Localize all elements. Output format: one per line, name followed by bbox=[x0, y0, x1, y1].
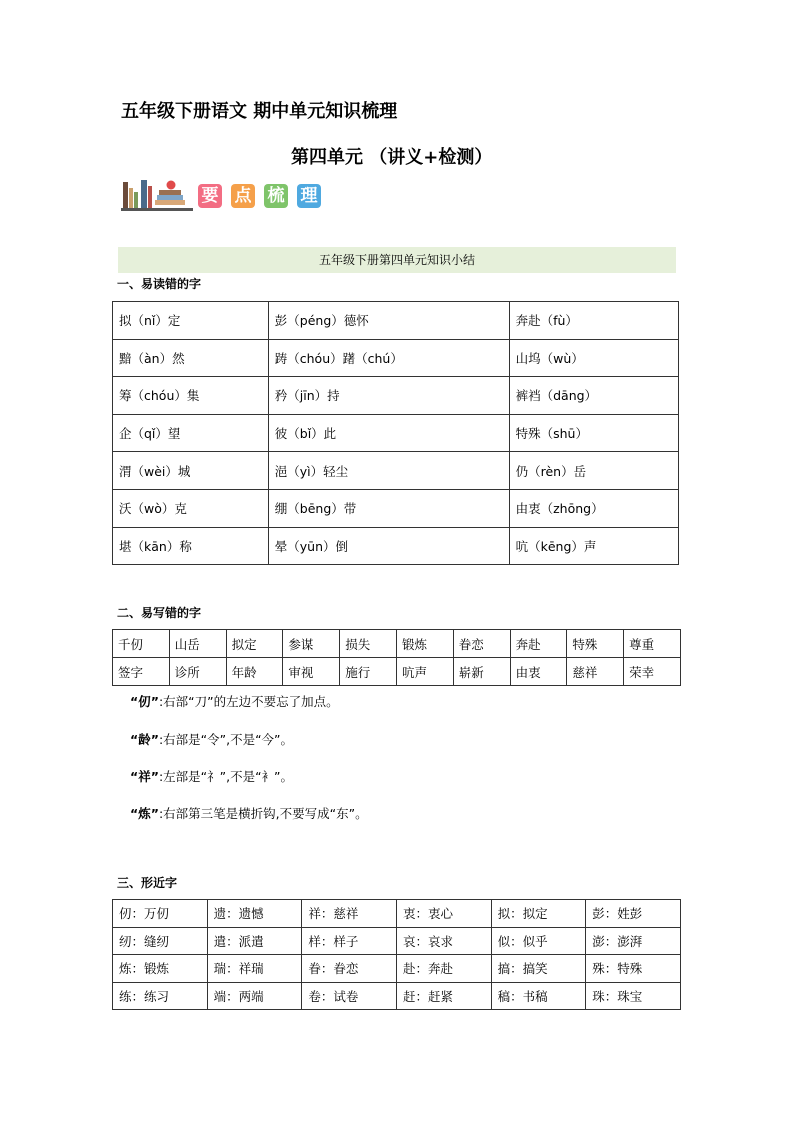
table-cell: 企（qǐ）望 bbox=[113, 414, 269, 452]
table-row bbox=[113, 377, 679, 415]
table-cell: 审视 bbox=[283, 658, 340, 686]
table-cell: 赴：奔赴 bbox=[396, 955, 491, 983]
table-row bbox=[113, 414, 679, 452]
table-cell: 澎：澎湃 bbox=[586, 927, 681, 955]
table-cell: 沃（wò）克 bbox=[113, 489, 269, 527]
table-cell: 眷恋 bbox=[453, 630, 510, 658]
table-cell: 锻炼 bbox=[396, 630, 453, 658]
table-cell: 遗：遗憾 bbox=[207, 900, 302, 928]
table-cell: 晕（yūn）倒 bbox=[268, 527, 509, 565]
table-cell: 炼：锻炼 bbox=[113, 955, 208, 983]
table-cell: 签字 bbox=[113, 658, 170, 686]
books-icon bbox=[121, 178, 193, 212]
table-cell: 彭（péng）德怀 bbox=[268, 302, 509, 340]
table-cell: 赶：赶紧 bbox=[396, 982, 491, 1010]
table-cell: 黯（àn）然 bbox=[113, 339, 269, 377]
table-cell: 荣幸 bbox=[624, 658, 681, 686]
table-cell: 诊所 bbox=[169, 658, 226, 686]
table-cell: 拟（nǐ）定 bbox=[113, 302, 269, 340]
table-cell: 慈祥 bbox=[567, 658, 624, 686]
banner-char-3: 梳 bbox=[264, 184, 288, 208]
table-cell: 殊：特殊 bbox=[586, 955, 681, 983]
table-cell: 筹（chóu）集 bbox=[113, 377, 269, 415]
table-cell: 仍（rèn）岳 bbox=[509, 452, 678, 490]
table-row bbox=[113, 452, 679, 490]
table-cell: 年龄 bbox=[226, 658, 283, 686]
table-cell: 施行 bbox=[340, 658, 397, 686]
table-cell: 衷：衷心 bbox=[396, 900, 491, 928]
table-cell: 仞：万仞 bbox=[113, 900, 208, 928]
note-1: “仞”:右部“刀”的左边不要忘了加点。 bbox=[130, 694, 339, 709]
banner-char-2: 点 bbox=[231, 184, 255, 208]
table-cell: 崭新 bbox=[453, 658, 510, 686]
note-2: “龄”:右部是“令”,不是“今”。 bbox=[130, 732, 294, 747]
banner-char-4: 理 bbox=[297, 184, 321, 208]
table-cell: 似：似乎 bbox=[491, 927, 586, 955]
table-cell: 奔赴（fù） bbox=[509, 302, 678, 340]
table-cell: 瑞：祥瑞 bbox=[207, 955, 302, 983]
table-row bbox=[113, 339, 679, 377]
similar-table bbox=[112, 899, 681, 1010]
table-cell: 矜（jīn）持 bbox=[268, 377, 509, 415]
table-cell: 裤裆（dāng） bbox=[509, 377, 678, 415]
write-table bbox=[112, 629, 681, 686]
summary-title: 五年级下册第四单元知识小结 bbox=[118, 247, 676, 273]
table-cell: 卷：试卷 bbox=[302, 982, 397, 1010]
document-title: 五年级下册语文 期中单元知识梳理 bbox=[121, 101, 398, 122]
table-cell: 参谋 bbox=[283, 630, 340, 658]
table-row bbox=[113, 982, 681, 1010]
table-cell: 端：两端 bbox=[207, 982, 302, 1010]
table-cell: 纫：缝纫 bbox=[113, 927, 208, 955]
table-cell: 绷（bēng）带 bbox=[268, 489, 509, 527]
table-row bbox=[113, 527, 679, 565]
table-row bbox=[113, 658, 681, 686]
table-cell: 吭（kēng）声 bbox=[509, 527, 678, 565]
note-3: “祥”:左部是“礻”,不是“衤”。 bbox=[130, 769, 294, 784]
table-cell: 哀：哀求 bbox=[396, 927, 491, 955]
table-cell: 彭：姓彭 bbox=[586, 900, 681, 928]
table-cell: 特殊（shū） bbox=[509, 414, 678, 452]
table-cell: 样：样子 bbox=[302, 927, 397, 955]
table-cell: 彼（bǐ）此 bbox=[268, 414, 509, 452]
table-cell: 堪（kān）称 bbox=[113, 527, 269, 565]
table-row bbox=[113, 900, 681, 928]
table-cell: 渭（wèi）城 bbox=[113, 452, 269, 490]
table-row bbox=[113, 927, 681, 955]
table-cell: 山坞（wù） bbox=[509, 339, 678, 377]
table-cell: 踌（chóu）躇（chú） bbox=[268, 339, 509, 377]
table-cell: 遣：派遣 bbox=[207, 927, 302, 955]
table-cell: 稿：书稿 bbox=[491, 982, 586, 1010]
section-heading-write: 二、易写错的字 bbox=[117, 606, 202, 620]
section-heading-read: 一、易读错的字 bbox=[117, 277, 202, 291]
table-cell: 拟定 bbox=[226, 630, 283, 658]
table-cell: 由衷（zhōng） bbox=[509, 489, 678, 527]
table-cell: 练：练习 bbox=[113, 982, 208, 1010]
table-cell: 眷：眷恋 bbox=[302, 955, 397, 983]
table-row bbox=[113, 630, 681, 658]
table-cell: 特殊 bbox=[567, 630, 624, 658]
table-cell: 损失 bbox=[340, 630, 397, 658]
read-table bbox=[112, 301, 679, 565]
table-cell: 千仞 bbox=[113, 630, 170, 658]
table-cell: 由衷 bbox=[510, 658, 567, 686]
table-row bbox=[113, 302, 679, 340]
section-heading-similar: 三、形近字 bbox=[117, 876, 178, 890]
key-points-banner bbox=[121, 178, 331, 212]
table-cell: 拟：拟定 bbox=[491, 900, 586, 928]
table-cell: 祥：慈祥 bbox=[302, 900, 397, 928]
table-cell: 尊重 bbox=[624, 630, 681, 658]
banner-char-1: 要 bbox=[198, 184, 222, 208]
table-row bbox=[113, 955, 681, 983]
table-cell: 奔赴 bbox=[510, 630, 567, 658]
table-row bbox=[113, 489, 679, 527]
table-cell: 搞：搞笑 bbox=[491, 955, 586, 983]
table-cell: 山岳 bbox=[169, 630, 226, 658]
table-cell: 吭声 bbox=[396, 658, 453, 686]
note-4: “炼”:右部第三笔是横折钩,不要写成“东”。 bbox=[130, 806, 368, 821]
table-cell: 珠：珠宝 bbox=[586, 982, 681, 1010]
table-cell: 浥（yì）轻尘 bbox=[268, 452, 509, 490]
